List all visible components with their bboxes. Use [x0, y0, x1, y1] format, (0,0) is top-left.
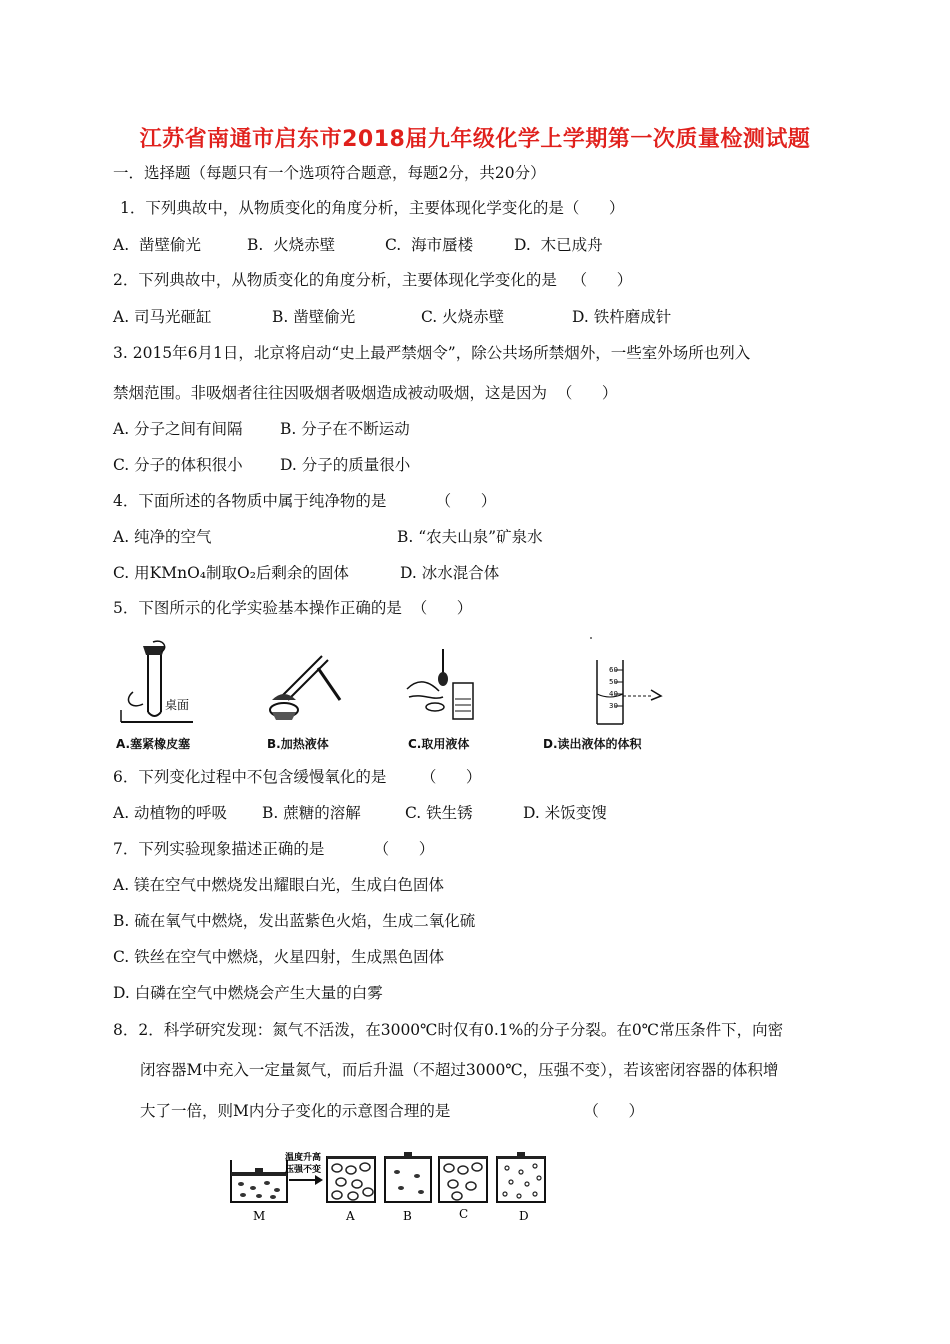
figure-d-cylinder: [585, 636, 675, 731]
tick-30: 30: [609, 702, 618, 710]
page-title: 江苏省南通市启东市2018届九年级化学上学期第一次质量检测试题: [139, 127, 811, 152]
label-c: C: [459, 1207, 469, 1221]
label-a: A: [346, 1209, 355, 1223]
container-m: [231, 1160, 287, 1202]
question-1-stem: 1．下列典故中，从物质变化的角度分析，主要体现化学变化的是（ ）: [120, 199, 625, 217]
question-7-stem: 7．下列实验现象描述正确的是 （ ）: [113, 840, 435, 858]
caption-c: C.取用液体: [408, 737, 470, 751]
q7-option-a[interactable]: A. 镁在空气中燃烧发出耀眼白光，生成白色固体: [113, 876, 445, 894]
container-a: [327, 1156, 375, 1202]
caption-d: D.读出液体的体积: [543, 737, 642, 751]
arrow-label-1: 温度升高: [285, 1153, 322, 1163]
question-3-stem-line2: 禁烟范围。非吸烟者往往因吸烟者吸烟造成被动吸烟，这是因为 （ ）: [113, 384, 618, 402]
question-8-stem-line3: 大了一倍，则M内分子变化的示意图合理的是 （ ）: [140, 1102, 644, 1120]
q4-option-c[interactable]: C. 用KMnO₄制取O₂后剩余的固体: [113, 564, 349, 582]
question-3-stem-line1: 3. 2015年6月1日，北京将启动“史上最严禁烟令”，除公共场所禁烟外，一些室外场所也列入: [113, 344, 751, 362]
question-4-stem: 4．下面所述的各物质中属于纯净物的是 （ ）: [113, 492, 497, 510]
q1-option-c[interactable]: C. 海市蜃楼: [385, 236, 474, 254]
desk-label: 桌面: [165, 698, 190, 712]
q7-option-b[interactable]: B. 硫在氧气中燃烧，发出蓝紫色火焰，生成二氧化硫: [113, 912, 476, 930]
tick-60: 60: [609, 666, 618, 674]
tick-40: 40: [609, 690, 618, 698]
q3-option-b[interactable]: B. 分子在不断运动: [280, 420, 410, 438]
figure-a-stopper: [113, 640, 243, 740]
q6-option-d[interactable]: D. 米饭变馊: [523, 804, 607, 822]
q4-option-d[interactable]: D. 冰水混合体: [400, 564, 500, 582]
q3-option-d[interactable]: D. 分子的质量很小: [280, 456, 411, 474]
q7-option-c[interactable]: C. 铁丝在空气中燃烧，火星四射，生成黑色固体: [113, 948, 445, 966]
label-m: M: [253, 1209, 266, 1223]
q2-option-c[interactable]: C. 火烧赤壁: [421, 308, 505, 326]
label-b: B: [403, 1209, 412, 1223]
container-b: [385, 1152, 431, 1202]
q1-option-a[interactable]: A. 凿壁偷光: [113, 236, 201, 254]
q4-option-b[interactable]: B. “农夫山泉”矿泉水: [397, 528, 543, 546]
caption-b: B.加热液体: [267, 737, 329, 751]
q4-option-a[interactable]: A. 纯净的空气: [113, 528, 212, 546]
question-6-stem: 6．下列变化过程中不包含缓慢氧化的是 （ ）: [113, 768, 482, 786]
question-8-stem-line2: 闭容器M中充入一定量氮气，而后升温（不超过3000℃，压强不变），若该密闭容器的体积增: [140, 1061, 779, 1079]
label-d: D: [519, 1209, 529, 1223]
q2-option-a[interactable]: A. 司马光砸缸: [113, 308, 212, 326]
figure-c-dropper: [403, 645, 493, 730]
tick-50: 50: [609, 678, 618, 686]
q2-option-b[interactable]: B. 凿壁偷光: [272, 308, 356, 326]
caption-a: A.塞紧橡皮塞: [116, 737, 191, 751]
q1-option-b[interactable]: B. 火烧赤壁: [247, 236, 336, 254]
container-c: [439, 1156, 487, 1202]
q2-option-d[interactable]: D. 铁杵磨成针: [572, 308, 672, 326]
section-heading: 一．选择题（每题只有一个选项符合题意，每题2分，共20分）: [113, 164, 546, 182]
q6-option-a[interactable]: A. 动植物的呼吸: [113, 804, 228, 822]
q1-option-d[interactable]: D. 木已成舟: [514, 236, 603, 254]
q3-option-c[interactable]: C. 分子的体积很小: [113, 456, 243, 474]
question-8-stem-line1: 8．2．科学研究发现：氮气不活泼，在3000℃时仅有0.1%的分子分裂。在0℃常压条件下，向密: [113, 1021, 784, 1039]
q7-option-d[interactable]: D. 白磷在空气中燃烧会产生大量的白雾: [113, 984, 383, 1002]
figure-b-heating: [262, 648, 352, 728]
q6-option-c[interactable]: C. 铁生锈: [405, 804, 473, 822]
q6-option-b[interactable]: B. 蔗糖的溶解: [262, 804, 361, 822]
figure-q8-containers: [225, 1148, 555, 1226]
container-d: [497, 1152, 545, 1202]
question-5-stem: 5．下图所示的化学实验基本操作正确的是 （ ）: [113, 599, 473, 617]
question-2-stem: 2．下列典故中，从物质变化的角度分析，主要体现化学变化的是 （ ）: [113, 271, 633, 289]
q3-option-a[interactable]: A. 分子之间有间隔: [113, 420, 243, 438]
arrow-label-2: 压强不变: [285, 1165, 322, 1175]
